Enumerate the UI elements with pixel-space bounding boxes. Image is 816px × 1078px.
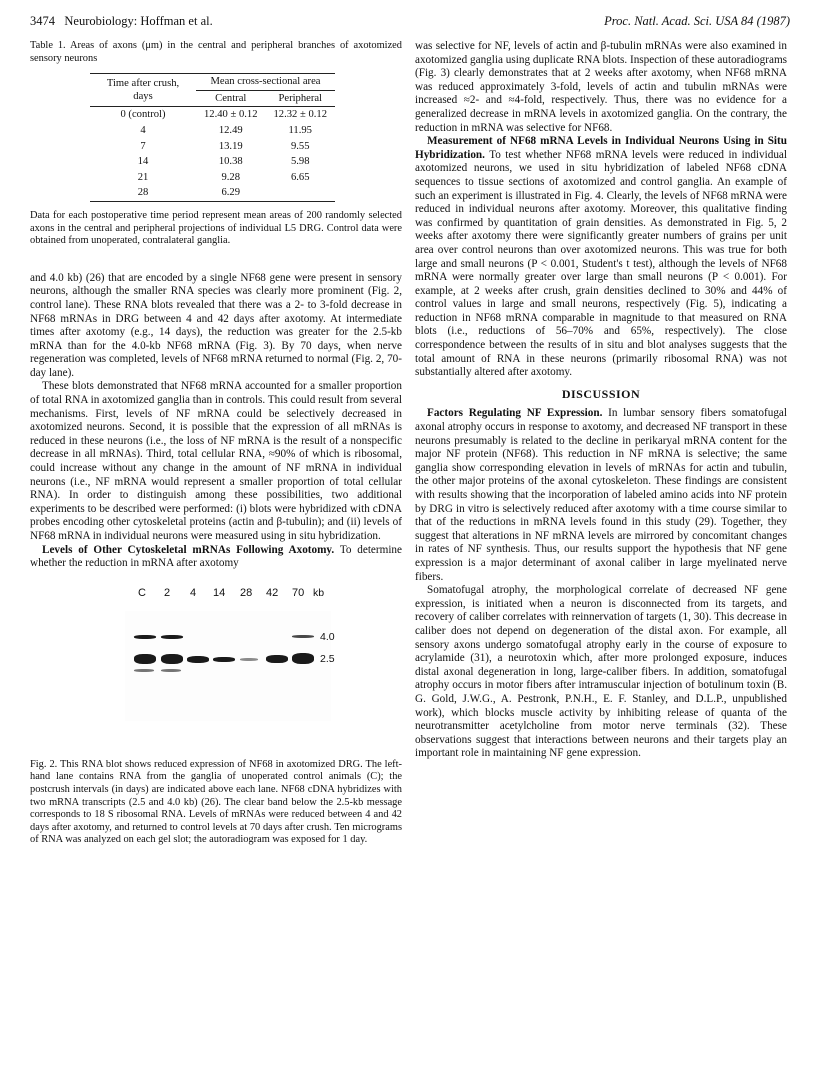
band-lower (134, 669, 154, 672)
band-4kb (134, 635, 156, 639)
table1-cell (266, 185, 336, 201)
table1-cell: 6.29 (221, 187, 241, 199)
band-2-5kb (213, 657, 235, 662)
lane-label: 2 (164, 586, 171, 599)
body-paragraph (415, 407, 787, 584)
band-2-5kb (240, 658, 258, 661)
body-paragraph (30, 544, 402, 571)
table1-cell: 9.55 (290, 140, 310, 152)
table1-cell: 12.32 ± 0.12 (273, 109, 327, 121)
table1-cell: 5.98 (290, 156, 310, 168)
table1 (90, 73, 335, 202)
subsection-heading: Measurement of NF68 mRNA Levels in Individual Neurons Using in Situ Hybridization. (415, 135, 787, 161)
band-2-5kb (187, 656, 209, 663)
paragraph-text: To test whether NF68 mRNA levels were reduced in individual axotomized neurons, we used in situ hybridization of labeled NF68 cDNA sequences to tissue sections of axotomized and control ganglia. An example of such an experiment is illustrated in Fig. 4. Clearly, the levels of NF68 mRNA were reduced in individual neurons after axotomy. Moreover, this qualitative finding was confirmed by quantitation of grain densities. As demonstrated in Fig. 5, 2 weeks after axotomy there were significantly greater numbers of grains per unit area over control neurons than over axotomized neurons. This was true for both large and small neurons (P < 0.001, Student's t test), although the levels of NF68 mRNA were normally greater over large than small neurons (P < 0.001). For example, at 2 weeks after crush, grain densities declined to 30% and 44% of control values in large and small neurons, respectively (Fig. 5), indicating a reduction in NF68 mRNA comparable in magnitude to that measured on RNA blots (i.e., reductions of 56–70% and 65%, respectively). The close correspondence between the results of in situ and blot analyses suggests that the total amount of RNA in these neurons (primarily ribosomal RNA) was not substantially altered after axotomy. (415, 148, 787, 379)
marker-4kb-label: 4.0 (320, 630, 335, 643)
kb-label: kb (313, 586, 325, 599)
band-2-5kb (292, 653, 314, 664)
subsection-heading: Factors Regulating NF Expression. (427, 407, 603, 420)
table1-col-time: Time after crush, days (106, 77, 180, 103)
band-4kb (292, 635, 314, 638)
paragraph-text: To determine whether the reduction in mRNA after axotomy (30, 543, 402, 570)
lane-label: 14 (213, 586, 226, 599)
running-head: Neurobiology: Hoffman et al. (64, 14, 213, 28)
table1-cell: 12.49 (218, 124, 243, 136)
page-number-and-authors (30, 14, 213, 29)
band-2-5kb (161, 654, 183, 664)
table1-cell: 10.38 (218, 156, 243, 168)
table1-cell: 6.65 (290, 171, 310, 183)
table1-cell: 13.19 (218, 140, 243, 152)
right-column (415, 40, 787, 761)
lane-label: 28 (240, 586, 253, 599)
body-paragraph (415, 135, 787, 380)
table1-cell: 21 (137, 171, 149, 183)
table1-cell: 9.28 (221, 171, 241, 183)
subsection-heading: Levels of Other Cytoskeletal mRNAs Following Axotomy. (42, 543, 335, 556)
journal-citation: Proc. Natl. Acad. Sci. USA 84 (1987) (604, 14, 790, 28)
body-paragraph: and 4.0 kb) (26) that are encoded by a single NF68 gene were present in sensory neurons, although the smaller RNA species was clearly more prominent (Fig. 2, control lane). These RNA blots revealed that there was a 2- to 3-fold decrease in NF68 mRNAs in DRG between 4 and 42 days after axotomy. At intermediate times after axotomy (e.g., 14 days), the reduction was greater for the 2.5-kb mRNA than for the 4.0-kb NF68 mRNA (Fig. 3). By 70 days, when nerve regeneration was completed, levels of NF68 mRNA returned to normal (Fig. 2, 70-day lane). (30, 271, 402, 379)
body-paragraph: Somatofugal atrophy, the morphological correlate of decreased NF gene expression, is initiated when a neuron is disconnected from its targets, and recovery of caliber correlates with reinnervation of targets (1, 30). This decrease in caliber does not depend on degeneration of the distal axon. For example, all sensory axons undergo somatofugal atrophy early in the course of exposure to acrylamide (31), a neurotoxin which, after more prolonged exposure, induces distal axonal degeneration in long, large-caliber fibers. In addition, somatofugal atrophy occurs in motor fibers after intramuscular injection of botulinum toxin (B. G. Gold, J.W.G., A. Pestronk, P.N.H., E. F. Stanley, and D.L.P., unpublished work), which blocks muscle activity by inhibiting release of quanta of the neurotransmitter acetylcholine from motor nerve terminals (32). These observations suggest that interactions between neurons and their targets play an important role in maintaining NF gene expression. (415, 584, 787, 760)
band-2-5kb (134, 654, 156, 664)
table1-cell: 28 (137, 187, 149, 199)
lane-label: 42 (266, 586, 279, 599)
figure2-blot (30, 581, 402, 751)
left-column (30, 40, 402, 847)
paragraph-text: In lumbar sensory fibers somatofugal axonal atrophy occurs in response to axotomy, and decreased NF transport in these neurons presumably is related to the decline in perikaryal mRNA content for the major NF protein (NF68). This reduction in NF mRNA is selective; the same ganglia show corresponding elevation in levels of mRNAs for actin and tubulin, the other major proteins of the axonal cytoskeleton. These findings are consistent with results showing that the incorporation of labeled amino acids into NF protein by DRG in vitro is selectively reduced after axotomy with a time course similar to that of the reductions in mRNA levels found in this study (29). Together, they suggest that alterations in NF mRNA levels are mirrored by concomitant changes in rates of NF synthesis. Thus, our results support the hypothesis that NF gene expression is a major determinant of axonal caliber in large myelinated nerve fibers. (415, 407, 787, 583)
table1-cell: 0 (control) (120, 109, 166, 121)
table1-cell: 4 (140, 124, 146, 136)
lane-label: 70 (292, 586, 305, 599)
table1-col-peripheral: Peripheral (278, 92, 323, 104)
table1-col-central: Central (215, 92, 247, 104)
table1-cell: 14 (137, 156, 149, 168)
figure2-caption: Fig. 2. This RNA blot shows reduced expression of NF68 in axotomized DRG. The left-hand lane contains RNA from the ganglia of unoperated control animals (C); the postcrush intervals (in days) are indicated above each lane. NF68 cDNA hybridizes with two mRNA transcripts (2.5 and 4.0 kb) (26). The clear band below the 2.5-kb message corresponds to 18 S ribosomal RNA. Levels of mRNAs were reduced between 4 and 42 days after axotomy, and returned to control levels at 70 days after crush. Ten micrograms of RNA was analyzed on each gel slot; the autoradiogram was exposed for 1 day. (30, 758, 402, 846)
band-lower (161, 669, 181, 672)
band-2-5kb (266, 655, 288, 663)
table1-cell: 11.95 (288, 124, 312, 136)
section-heading-discussion: DISCUSSION (561, 386, 641, 401)
table1-col-group: Mean cross-sectional area (196, 74, 335, 91)
page-header (30, 14, 790, 30)
lane-label: C (138, 586, 146, 599)
table1-cell: 7 (140, 140, 146, 152)
body-paragraph: These blots demonstrated that NF68 mRNA accounted for a smaller proportion of total RNA in axotomized ganglia than in controls. This could result from several mechanisms. First, levels of NF mRNA could be selectively decreased in axotomized neurons. Second, it is possible that the expression of all mRNAs is reduced in these neurons (i.e., the loss of NF mRNA is the result of a nonspecific decrease in all mRNAs). Third, total cellular RNA, ≈90% of which is ribosomal, could increase without any change in the amount of NF mRNA in individual neurons (i.e., NF mRNA would represent a smaller proportion of total cellular RNA). In order to distinguish among these possibilities, two additional experiments to be described were performed: (i) blots were hybridized with cDNA probes encoding other cytoskeletal proteins (actin and β-tubulin); and (ii) levels of NF68 mRNA in individual neurons were measured using in situ hybridization. (30, 380, 403, 542)
autoradiogram (125, 611, 331, 721)
table1-footnote: Data for each postoperative time period represent mean areas of 200 randomly selected axons in the central and peripheral projections of individual L5 DRG. Control data were obtained from unoperated, contralateral ganglia. (30, 209, 402, 247)
page-number: 3474 (30, 14, 55, 28)
table1-title: Table 1. Areas of axons (μm) in the central and peripheral branches of axotomized sensory neurons (30, 40, 402, 64)
body-paragraph: was selective for NF, levels of actin and β-tubulin mRNAs were also examined in axotomized ganglia using duplicate RNA blots. Inspection of these autoradiograms (Fig. 3) clearly demonstrates that at 2 weeks after axotomy, when NF68 mRNA was reduced approximately 3-fold, levels of actin and tubulin mRNAs were increased ≈2- and ≈4-fold, respectively. Thus, there was no evidence for a generalized decrease in mRNA levels in axotomized ganglia. On the contrary, the reduction in mRNA was selective for NF68. (415, 40, 787, 134)
lane-label: 4 (190, 586, 197, 599)
table1-cell: 12.40 ± 0.12 (204, 109, 258, 121)
marker-2-5kb-label: 2.5 (320, 652, 335, 665)
band-4kb (161, 635, 183, 639)
